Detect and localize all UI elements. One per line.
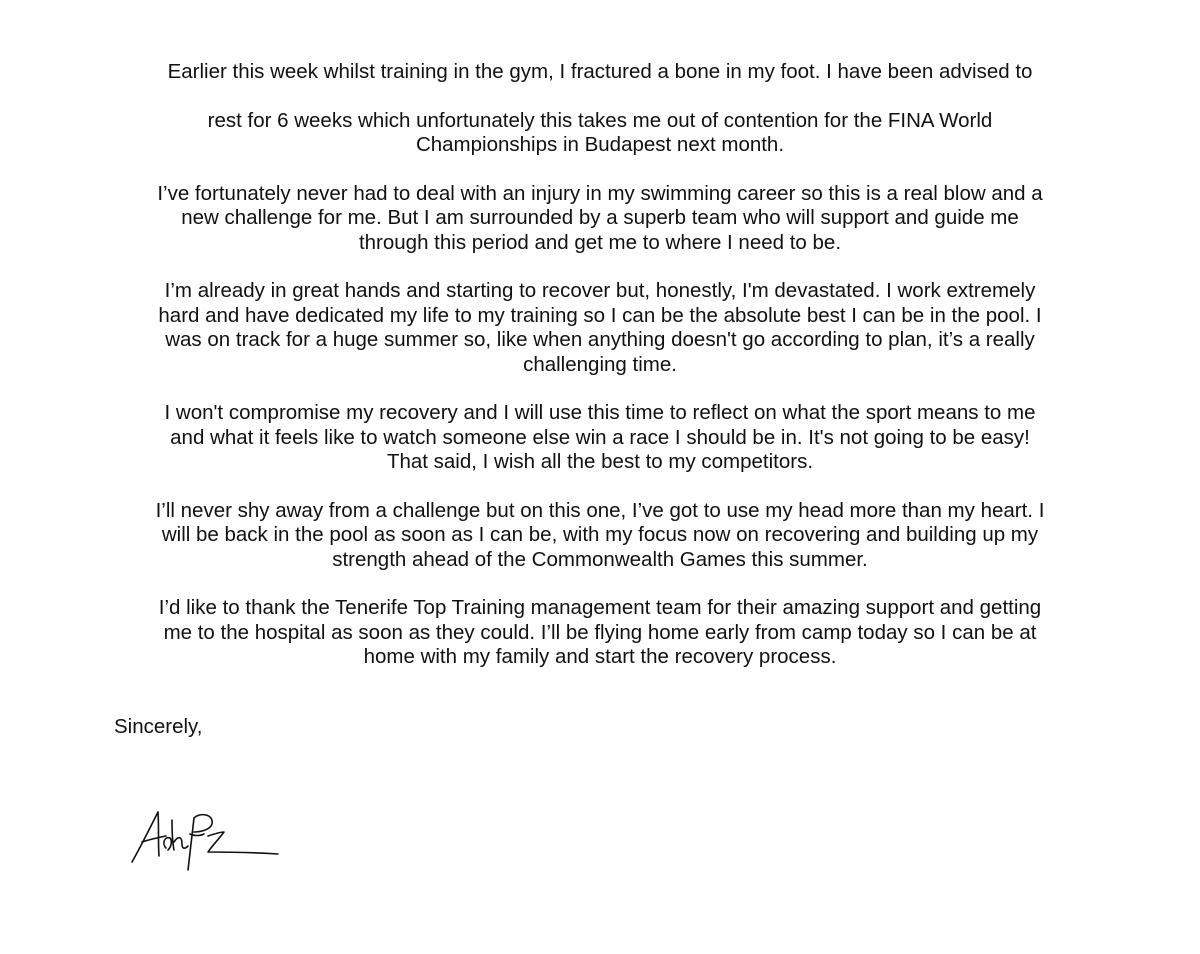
paragraph-line: home with my family and start the recovery process. bbox=[363, 645, 837, 668]
paragraph-line: I’ll never shy away from a challenge but on this one, I’ve got to use my head more than my heart. I bbox=[155, 498, 1045, 522]
paragraph-line: Earlier this week whilst training in the gym, I fractured a bone in my foot. I have been advised to bbox=[167, 60, 1033, 83]
paragraph-2 bbox=[112, 182, 1088, 256]
paragraph-line: was on track for a huge summer so, like when anything doesn't go according to plan, it’s a really bbox=[165, 328, 1035, 351]
paragraph-line: new challenge for me. But I am surrounded by a superb team who will support and guide me bbox=[181, 206, 1019, 229]
paragraph-line: strength ahead of the Commonwealth Games this summer. bbox=[332, 547, 868, 571]
signature bbox=[128, 798, 288, 878]
letter-body bbox=[112, 60, 1088, 694]
paragraph-line: I’ve fortunately never had to deal with an injury in my swimming career so this is a real blow and a bbox=[157, 181, 1043, 205]
paragraph-line: I’d like to thank the Tenerife Top Training management team for their amazing support and getting bbox=[158, 596, 1042, 619]
closing-salutation: Sincerely, bbox=[114, 715, 203, 738]
paragraph-line: Championships in Budapest next month. bbox=[415, 133, 785, 156]
paragraph-line: through this period and get me to where I need to be. bbox=[358, 230, 842, 254]
paragraph-line: challenging time. bbox=[523, 352, 677, 376]
paragraph-line: That said, I wish all the best to my competitors. bbox=[386, 450, 814, 473]
paragraph-line: hard and have dedicated my life to my training so I can be the absolute best I can be in the pool. I bbox=[158, 303, 1042, 327]
paragraph-line: I won't compromise my recovery and I will use this time to reflect on what the sport means to me bbox=[164, 401, 1036, 424]
paragraph-line: me to the hospital as soon as they could. I’ll be flying home early from camp today so I can be at bbox=[163, 620, 1037, 644]
paragraph-5 bbox=[112, 499, 1088, 573]
paragraph-line: I’m already in great hands and starting to recover but, honestly, I'm devastated. I work extremely bbox=[164, 279, 1036, 302]
paragraph-line: will be back in the pool as soon as I can be, with my focus now on recovering and building up my bbox=[161, 523, 1039, 546]
paragraph-line: and what it feels like to watch someone else win a race I should be in. It's not going to be easy! bbox=[170, 425, 1030, 449]
paragraph-6 bbox=[112, 596, 1088, 670]
paragraph-3 bbox=[112, 279, 1088, 377]
paragraph-line: rest for 6 weeks which unfortunately this takes me out of contention for the FINA World bbox=[207, 108, 993, 132]
paragraph-1 bbox=[112, 60, 1088, 158]
paragraph-4 bbox=[112, 401, 1088, 475]
